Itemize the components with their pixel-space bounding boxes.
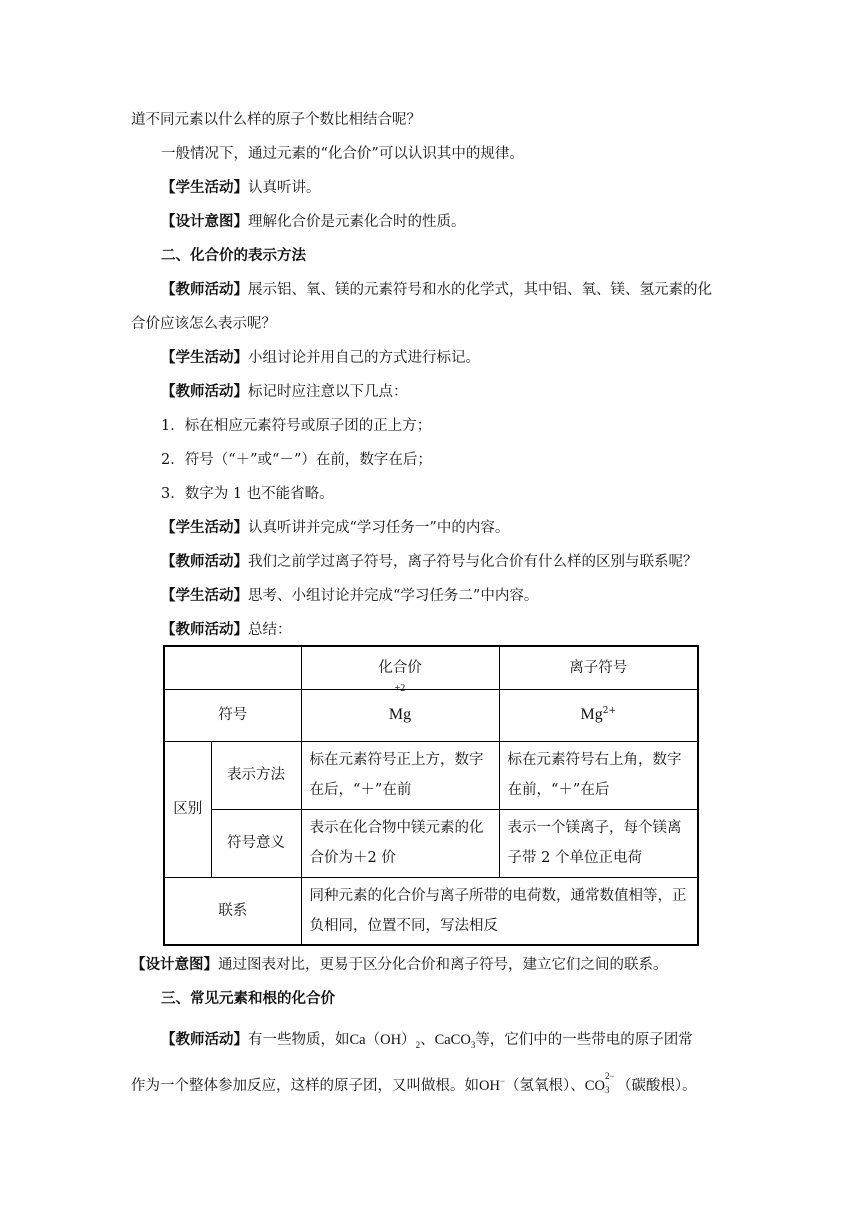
- tag-teacher-activity: 【教师活动】: [161, 1031, 248, 1048]
- paragraph-text: 认真听讲并完成“学习任务一”中的内容。: [248, 520, 510, 536]
- paragraph-radical-examples: [131, 1071, 697, 1096]
- paragraph-student-task2: [161, 586, 538, 606]
- paragraph-teacher-notes: [161, 382, 408, 402]
- formula-main: OH: [479, 1078, 500, 1094]
- table-row: [164, 646, 698, 689]
- valence-element: Mg: [388, 706, 412, 723]
- section-heading-2: 二、化合价的表示方法: [161, 247, 306, 264]
- paragraph-student-listen: [161, 178, 321, 198]
- paragraph-text: 理解化合价是元素化合时的性质。: [248, 214, 466, 230]
- table-row-label-relation: 联系: [164, 877, 301, 945]
- section-heading-3: 三、常见元素和根的化合价: [161, 990, 335, 1007]
- paragraph-teacher-show-cont: 合价应该怎么表示呢？: [131, 316, 276, 332]
- table-row: [164, 741, 698, 809]
- ion-charge: 2+: [602, 706, 616, 717]
- list-item: 3．数字为 1 也不能省略。: [161, 486, 334, 502]
- formula-caco3: [435, 1032, 476, 1048]
- paragraph-text: 有一些物质，如: [248, 1032, 350, 1048]
- paragraph-text: 等，它们中的一些带电的原子团常: [475, 1032, 693, 1048]
- table-row-label-symbol: 符号: [164, 689, 301, 741]
- paragraph-text: （碳酸根）。: [616, 1078, 697, 1094]
- table-row-label-meaning: 符号意义: [211, 809, 301, 877]
- paragraph-text: 展示铝、氧、镁的元素符号和水的化学式，其中铝、氧、镁、氢元素的化: [248, 282, 712, 298]
- list-item: 1．标在相应元素符号或原子团的正上方；: [161, 418, 432, 434]
- method-ion-cell: 标在元素符号右上角，数字在前，“＋”在后: [499, 741, 698, 809]
- table-header-valence: 化合价: [301, 646, 499, 689]
- table-row: [164, 689, 698, 741]
- paragraph-teacher-summary: [161, 620, 292, 640]
- formula-main: CaCO: [434, 1032, 471, 1048]
- meaning-ion-cell: 表示一个镁离子，每个镁离子带 2 个单位正电荷: [499, 809, 698, 877]
- valence-notation: [388, 683, 412, 730]
- paragraph-valence-intro: 一般情况下，通过元素的“化合价”可以认识其中的规律。: [161, 146, 524, 162]
- paragraph-teacher-question: [161, 552, 698, 572]
- paragraph-text: 小组讨论并用自己的方式进行标记。: [248, 350, 480, 366]
- table-cell-empty: [164, 646, 301, 689]
- paragraph-student-task1: [161, 518, 509, 538]
- formula-hydroxide: [479, 1078, 505, 1094]
- tag-student-activity: 【学生活动】: [161, 519, 248, 536]
- tag-teacher-activity: 【教师活动】: [161, 553, 248, 570]
- meaning-valence-cell: 表示在化合物中镁元素的化合价为＋2 价: [301, 809, 499, 877]
- table-row-label-method: 表示方法: [211, 741, 301, 809]
- valence-charge: +2: [394, 683, 406, 694]
- paragraph-text: （氢氧根）、: [505, 1078, 585, 1094]
- tag-design-intent: 【设计意图】: [131, 956, 218, 973]
- paragraph-text: 我们之前学过离子符号，离子符号与化合价有什么样的区别与联系呢？: [248, 554, 698, 570]
- table-group-label-difference: 区别: [164, 741, 211, 877]
- ion-element: Mg: [580, 706, 603, 723]
- formula-carbonate: CO 2− 3: [584, 1071, 615, 1095]
- paragraph-design-intent: [161, 212, 466, 232]
- tag-teacher-activity: 【教师活动】: [161, 383, 248, 400]
- formula-subscript: 2: [415, 1039, 421, 1050]
- separator: 、: [420, 1032, 435, 1048]
- valence-symbol-cell: [301, 683, 499, 741]
- formula-main: CO: [584, 1078, 605, 1094]
- paragraph-teacher-radicals: [161, 1030, 693, 1050]
- paragraph-continuation: 道不同元素以什么样的原子个数比相结合呢？: [131, 112, 421, 128]
- paragraph-text: 总结：: [248, 622, 292, 638]
- list-item: 2．符号（“＋”或“－”）在前，数字在后；: [161, 452, 432, 468]
- table-header-ion: 离子符号: [499, 646, 698, 689]
- paragraph-student-discuss: [161, 348, 480, 368]
- formula-caoh2: [350, 1032, 421, 1048]
- formula-superscript: −: [499, 1076, 506, 1087]
- tag-design-intent: 【设计意图】: [161, 213, 248, 230]
- ion-symbol-cell: [499, 689, 698, 741]
- table-row: [164, 809, 698, 877]
- paragraph-text: 作为一个整体参加反应，这样的原子团，又叫做根。如: [131, 1078, 479, 1094]
- paragraph-text: 思考、小组讨论并完成“学习任务二”中内容。: [248, 588, 539, 604]
- paragraph-text: 通过图表对比，更易于区分化合价和离子符号，建立它们之间的联系。: [218, 957, 668, 973]
- paragraph-teacher-show: [161, 280, 712, 300]
- paragraph-text: 标记时应注意以下几点：: [248, 384, 408, 400]
- tag-student-activity: 【学生活动】: [161, 179, 248, 196]
- method-valence-cell: 标在元素符号正上方，数字在后，“＋”在前: [301, 741, 499, 809]
- formula-main: Ca（OH）: [349, 1032, 416, 1048]
- tag-student-activity: 【学生活动】: [161, 587, 248, 604]
- formula-subscript: 3: [470, 1039, 476, 1050]
- tag-student-activity: 【学生活动】: [161, 349, 248, 366]
- table-row: [164, 877, 698, 945]
- paragraph-design-intent-table: [131, 955, 668, 975]
- paragraph-text: 认真听讲。: [248, 180, 321, 196]
- tag-teacher-activity: 【教师活动】: [161, 621, 248, 638]
- tag-teacher-activity: 【教师活动】: [161, 281, 248, 298]
- relation-cell: 同种元素的化合价与离子所带的电荷数，通常数值相等，正负相同，位置不同，写法相反: [301, 877, 698, 945]
- comparison-table: [163, 645, 699, 946]
